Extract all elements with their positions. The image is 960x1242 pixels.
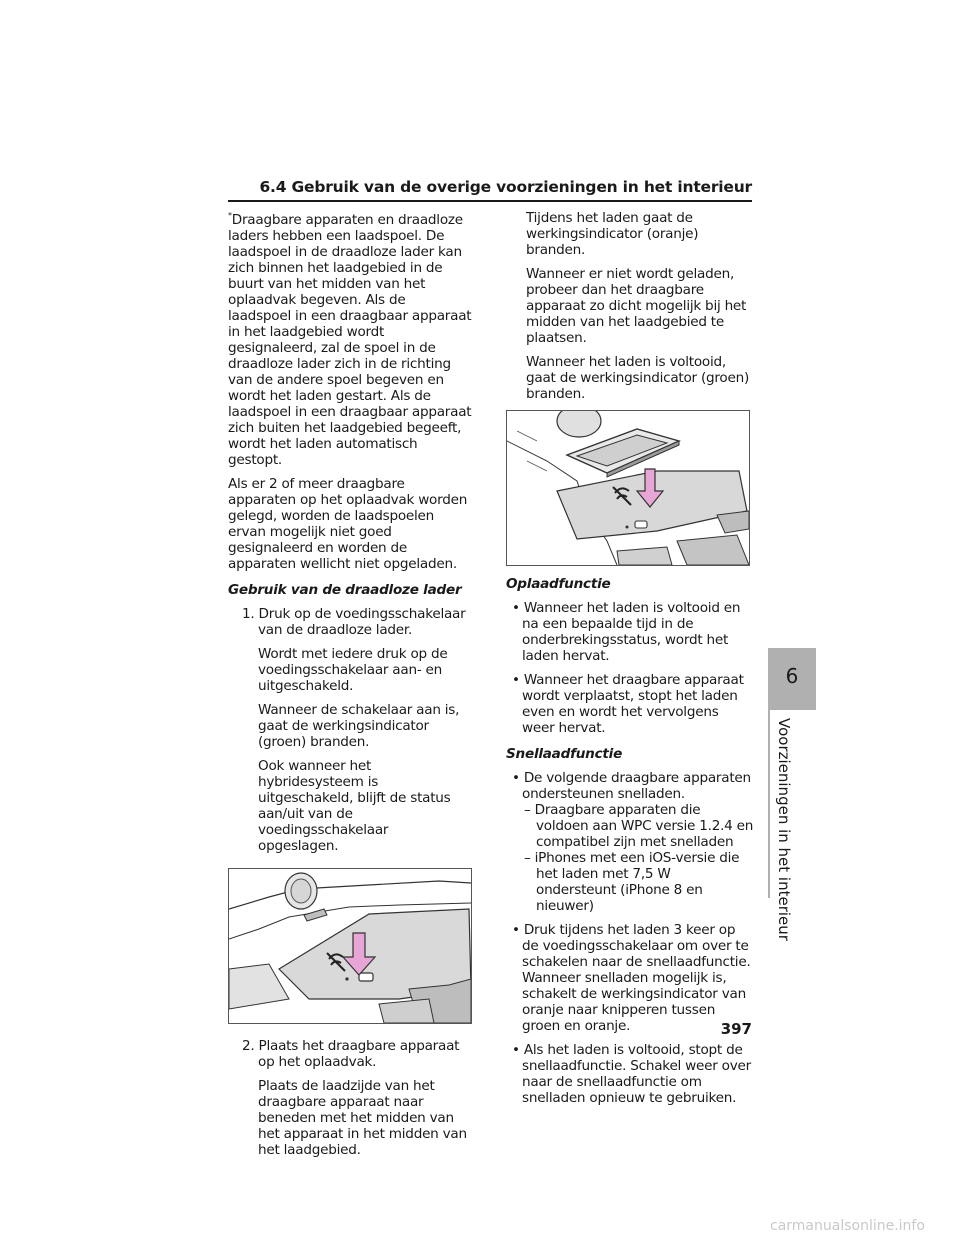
footnote-marker: * [228, 211, 232, 220]
indicator-orange-note: Tijdens het laden gaat de werkingsindicator (oranje) branden. [526, 210, 699, 258]
paragraph-charging-coil: *Draagbare apparaten en draadloze laders hebben een laadspoel. De laadspoel in de draadloze lader kan zich binnen het laadgebied in de buurt van het midden van het oplaadvak begeven. Als de laadspoel in een draagbaar apparaat in het laadgebied wordt gesignaleerd, zal de spoel in de draadloze lader zich in de richting van de andere spoel begeven en wordt het laden gestart. Als de laadspoel in een draagbaar apparaat zich buiten het laadgebied begeeft, wordt het laden automatisch gestopt. [228, 211, 472, 468]
fast-charge-devices [506, 770, 754, 914]
step-1-note-b: Wanneer de schakelaar aan is, gaat de werkingsindicator (groen) branden. [258, 702, 460, 750]
bullet-fast-stops: • Als het laden is voltooid, stopt de snellaadfunctie. Schakel weer over naar de snellaadfunctie om snelladen opnieuw te gebruiken. [512, 1042, 751, 1106]
paragraph-multiple-devices: Als er 2 of meer draagbare apparaten op het oplaadvak worden gelegd, worden de laadspoelen ervan mogelijk niet goed gesignaleerd en worden de apparaten wellicht niet opgeladen. [228, 476, 468, 572]
figure-power-switch [228, 868, 472, 1024]
page-number: 397 [720, 1020, 752, 1038]
step-2: 2. Plaats het draagbare apparaat op het oplaadvak. [242, 1038, 460, 1070]
subheading-fast-charge: Snellaadfunctie [506, 746, 623, 762]
subheading-usage: Gebruik van de draadloze lader [228, 582, 462, 598]
running-header: 6.4 Gebruik van de overige voorzieningen in het interieur [259, 178, 752, 196]
step-1: 1. Druk op de voedingsschakelaar van de draadloze lader. [242, 606, 466, 638]
phone-on-charger-illustration [507, 411, 749, 565]
subheading-charging-function: Oplaadfunctie [506, 576, 611, 592]
watermark: carmanualsonline.info [770, 1218, 925, 1234]
placement-note: Wanneer er niet wordt geladen, probeer dan het draagbare apparaat zo dicht mogelijk bij het midden van het laadgebied te plaatsen. [526, 266, 747, 346]
bullet-supported-devices: • De volgende draagbare apparaten ondersteunen snelladen. [512, 770, 751, 802]
right-column [506, 210, 754, 1114]
chapter-title: Voorzieningen in het interieur [775, 718, 793, 941]
bullet-moved: • Wanneer het draagbare apparaat wordt verplaatst, stopt het laden even en wordt het vervolgens weer hervat. [512, 672, 744, 736]
header-rule [228, 200, 752, 202]
bullet-switch-fast: • Druk tijdens het laden 3 keer op de voedingsschakelaar om over te schakelen naar de snellaadfunctie. Wanneer snelladen mogelijk is, schakelt de werkingsindicator van oranje naar knipperen tussen groen en oranje. [512, 922, 751, 1034]
chapter-number: 6 [785, 664, 799, 688]
bullet-resume: • Wanneer het laden is voltooid en na een bepaalde tijd in de onderbrekingsstatus, wordt het laden hervat. [512, 600, 741, 664]
indicator-green-note: Wanneer het laden is voltooid, gaat de werkingsindicator (groen) branden. [526, 354, 750, 402]
left-column [228, 212, 472, 1166]
figure-device-placement [506, 410, 750, 566]
charger-switch-illustration [229, 869, 471, 1023]
dash-iphone: – iPhones met een iOS-versie die het laden met 7,5 W ondersteunt (iPhone 8 en nieuwer) [524, 850, 740, 914]
dash-wpc: – Draagbare apparaten die voldoen aan WPC versie 1.2.4 en compatibel zijn met snelladen [524, 802, 754, 850]
step-2-note-a: Plaats de laadzijde van het draagbare apparaat naar beneden met het midden van het apparaat in het midden van het laadgebied. [258, 1078, 467, 1158]
step-1-note-c: Ook wanneer het hybridesysteem is uitgeschakeld, blijft de status aan/uit van de voedingsschakelaar opgeslagen. [258, 758, 451, 854]
step-1-note-a: Wordt met iedere druk op de voedingsschakelaar aan- en uitgeschakeld. [258, 646, 448, 694]
